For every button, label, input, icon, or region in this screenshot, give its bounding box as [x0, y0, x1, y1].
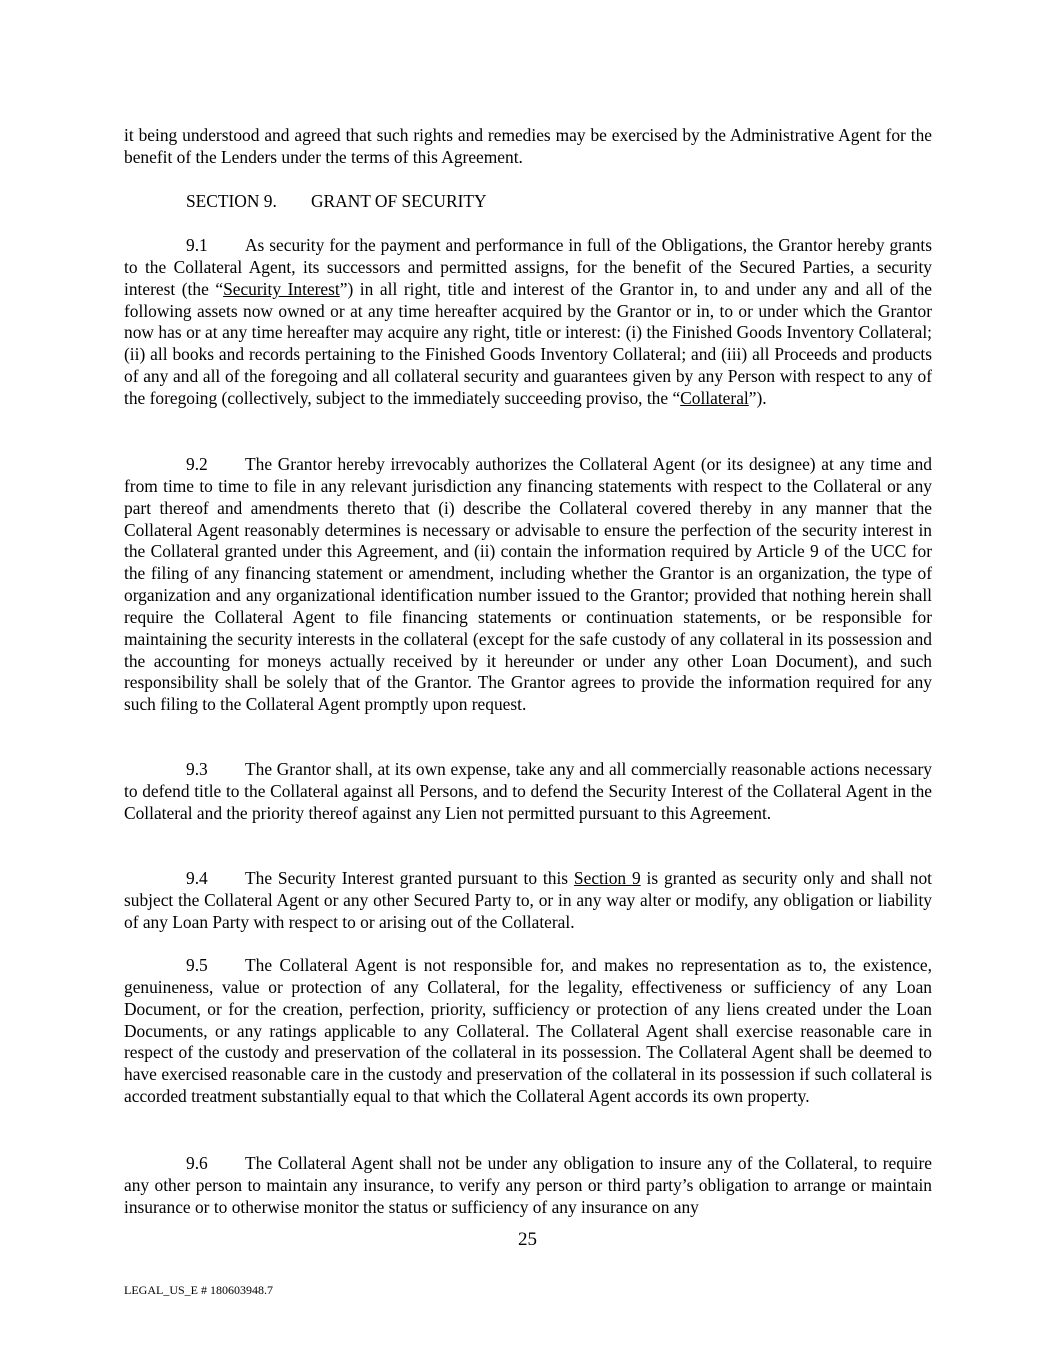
paragraph-9-6	[124, 1153, 932, 1219]
paragraph-text: ”).	[748, 387, 767, 408]
paragraph-text: ”) in all right, title and interest of the Grantor in, to and under any and all of the following assets now owned or at any time hereafter acquired by the Grantor or in, to or under which the Grantor now has or at any time hereafter may acquire any right, title or interest: (i) the Finished Goods Inventory Collateral; (ii) all books and records pertaining to the Finished Goods Inventory Collateral; and (iii) all Proceeds and products of any and all of the foregoing and all collateral security and guarantees given by any Person with respect to any of the foregoing (collectively, subject to the immediately succeeding proviso, the “	[124, 278, 933, 408]
document-footer-id: LEGAL_US_E # 180603948.7	[124, 1283, 273, 1297]
paragraph-text: The Grantor shall, at its own expense, take any and all commercially reasonable actions necessary to defend title to the Collateral against all Persons, and to defend the Security Interest of the Collateral Agent in the Collateral and the priority thereof against any Lien not permitted pursuant to this Agreement.	[124, 759, 932, 823]
paragraph-number: 9.3	[186, 759, 208, 779]
paragraph-text: The Security Interest granted pursuant to this	[245, 868, 574, 888]
intro-paragraph: it being understood and agreed that such rights and remedies may be exercised by the Administrative Agent for the benefit of the Lenders under the terms of this Agreement.	[124, 125, 932, 167]
paragraph-9-5	[124, 955, 932, 1108]
paragraph-text: The Grantor hereby irrevocably authorizes the Collateral Agent (or its designee) at any time and from time to time to file in any relevant jurisdiction any financing statements with respect to the Collateral or any part thereof and amendments thereto that (i) describe the Collateral covered thereby in any manner that the Collateral Agent reasonably determines is necessary or advisable to ensure the perfection of the security interest in the Collateral granted under this Agreement, and (ii) contain the information required by Article 9 of the UCC for the filing of any financing statement or amendment, including whether the Grantor is an organization, the type of organization and any organizational identification number issued to the Grantor; provided that nothing herein shall require the Collateral Agent to file financing statements or continuation statements, or be responsible for maintaining the security interests in the collateral (except for the safe custody of any collateral in its possession and the accounting for moneys actually received by it hereunder or under any other Loan Document), and such responsibility shall be solely that of the Grantor. The Grantor agrees to provide the information required for any such filing to the Collateral Agent promptly upon request.	[124, 454, 932, 715]
paragraph-9-1	[124, 235, 932, 410]
paragraph-number: 9.4	[186, 868, 208, 888]
paragraph-text: The Collateral Agent shall not be under any obligation to insure any of the Collateral, to require any other person to maintain any insurance, to verify any person or third party’s obligation to arrange or maintain insurance or to otherwise monitor the status or sufficiency of any insurance on any	[124, 1153, 932, 1217]
paragraph-9-3	[124, 759, 932, 825]
paragraph-text: As security for the payment and performance in full of the Obligations, the Grantor hereby grants to the Collateral Agent, its successors and permitted assigns, for the benefit of the Secured Parties, a security interest (the “	[124, 235, 932, 299]
section-title: GRANT OF SECURITY	[311, 191, 487, 211]
section-heading	[186, 191, 487, 213]
paragraph-text: is granted as security only and shall not subject the Collateral Agent or any other Secured Party to, or in any way alter or modify, any obligation or liability of any Loan Party with respect to or arising out of the Collateral.	[124, 868, 932, 932]
paragraph-9-4	[124, 868, 932, 934]
defined-term-collateral: Collateral	[680, 387, 749, 408]
paragraph-9-2	[124, 454, 932, 716]
paragraph-number: 9.6	[186, 1153, 208, 1173]
defined-term-security-interest: Security Interest	[223, 278, 340, 299]
paragraph-text: The Collateral Agent is not responsible for, and makes no representation as to, the existence, genuineness, value or protection of any Collateral, for the legality, effectiveness or sufficiency of any Loan Document, or for the creation, perfection, priority, sufficiency or protection of any liens created under the Loan Documents, or any ratings applicable to any Collateral. The Collateral Agent shall exercise reasonable care in respect of the custody and preservation of the collateral in its possession. The Collateral Agent shall be deemed to have exercised reasonable care in the custody and preservation of the collateral in its possession if such collateral is accorded treatment substantially equal to that which the Collateral Agent accords its own property.	[124, 955, 932, 1107]
paragraph-number: 9.1	[186, 235, 208, 255]
paragraph-number: 9.5	[186, 955, 208, 975]
section-number: SECTION 9.	[186, 191, 277, 211]
section-reference: Section 9	[573, 868, 641, 888]
page-number: 25	[518, 1229, 537, 1250]
paragraph-number: 9.2	[186, 454, 208, 474]
